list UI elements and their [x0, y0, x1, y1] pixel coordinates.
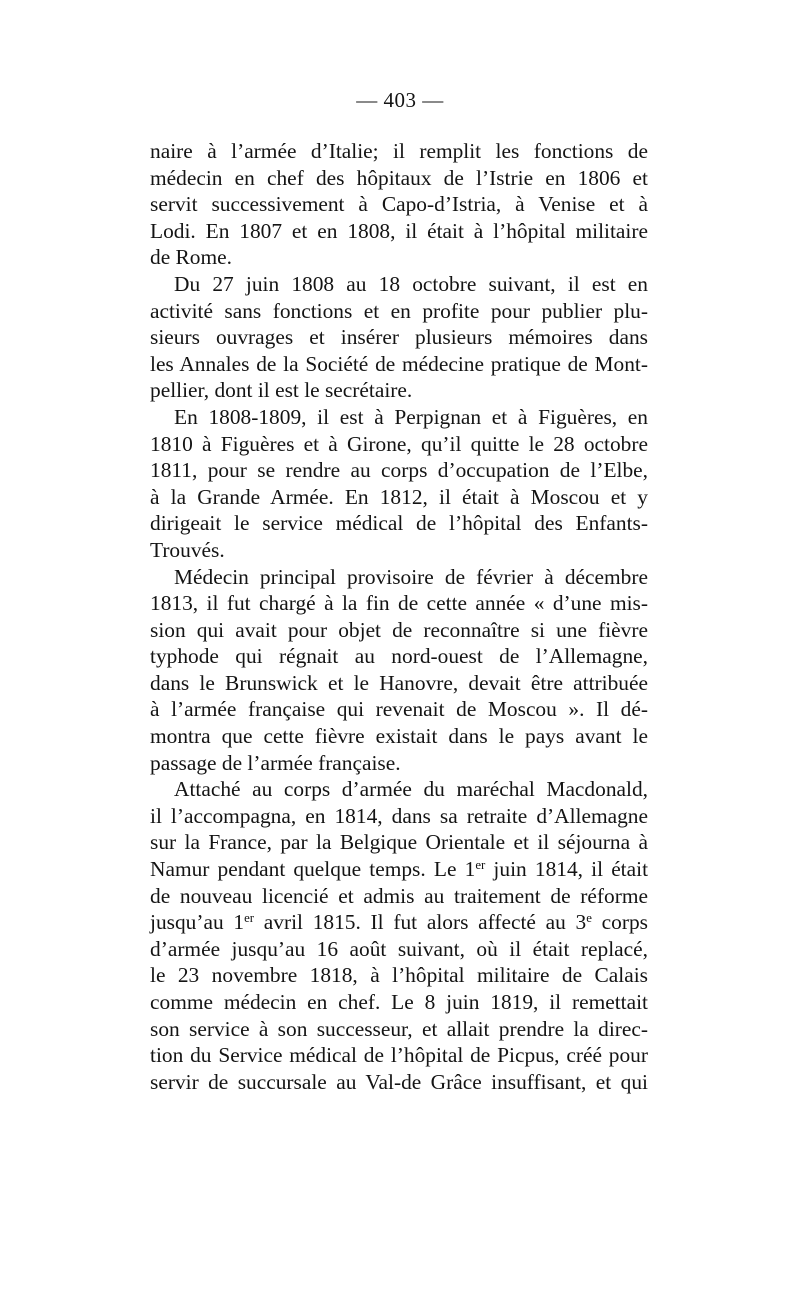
- paragraph: [150, 404, 648, 564]
- text-line: il l’accompagna, en 1814, dans sa retraite d’Allemagne: [150, 803, 648, 828]
- text-line: servit successivement à Capo-d’Istria, à Venise et à: [150, 192, 648, 217]
- page-number: — 403 —: [356, 88, 444, 112]
- text-line: En 1808-1809, il est à Perpignan et à Figuères, en: [174, 404, 648, 429]
- text-line: pellier, dont il est le secrétaire.: [150, 378, 413, 403]
- text-line: tion du Service médical de l’hôpital de Picpus, créé pour: [150, 1043, 648, 1068]
- text-line: Du 27 juin 1808 au 18 octobre suivant, il est en: [174, 271, 648, 296]
- text-line: médecin en chef des hôpitaux de l’Istrie en 1806 et: [150, 165, 648, 190]
- text-line: son service à son successeur, et allait prendre la direc-: [150, 1016, 648, 1041]
- text-line: passage de l’armée française.: [150, 750, 401, 775]
- text-line: servir de succursale au Val-de Grâce insuffisant, et qui: [150, 1069, 648, 1094]
- paragraph: [150, 271, 648, 404]
- text-line: Namur pendant quelque temps. Le 1er juin 1814, il était: [150, 857, 649, 882]
- body-text: [150, 138, 648, 1095]
- text-line: activité sans fonctions et en profite pour publier plu-: [150, 298, 648, 323]
- text-line: Trouvés.: [150, 537, 225, 562]
- text-line: 1810 à Figuères et à Girone, qu’il quitte le 28 octobre: [150, 431, 648, 456]
- text-line: Médecin principal provisoire de février à décembre: [174, 564, 648, 589]
- text-line: Lodi. En 1807 et en 1808, il était à l’hôpital militaire: [150, 218, 648, 243]
- text-line: de nouveau licencié et admis au traitement de réforme: [150, 883, 648, 908]
- text-line: dirigeait le service médical de l’hôpital des Enfants-: [150, 511, 648, 536]
- paragraph: [150, 138, 648, 271]
- text-line: montra que cette fièvre existait dans le pays avant le: [150, 724, 648, 749]
- text-line: sur la France, par la Belgique Orientale et il séjourna à: [150, 830, 648, 855]
- text-line: Attaché au corps d’armée du maréchal Macdonald,: [174, 777, 648, 802]
- text-line: dans le Brunswick et le Hanovre, devait être attribuée: [150, 670, 648, 695]
- text-line: d’armée jusqu’au 16 août suivant, où il était replacé,: [150, 936, 648, 961]
- text-line: comme médecin en chef. Le 8 juin 1819, il remettait: [150, 990, 648, 1014]
- paragraph: [150, 564, 648, 777]
- text-line: de Rome.: [150, 245, 232, 270]
- text-line: jusqu’au 1er avril 1815. Il fut alors affecté au 3e corps: [150, 910, 648, 935]
- text-line: le 23 novembre 1818, à l’hôpital militaire de Calais: [150, 963, 648, 988]
- text-line: les Annales de la Société de médecine pratique de Mont-: [150, 351, 648, 376]
- text-line: à l’armée française qui revenait de Moscou ». Il dé-: [150, 697, 648, 722]
- text-line: typhode qui régnait au nord-ouest de l’Allemagne,: [150, 644, 648, 669]
- text-line: sieurs ouvrages et insérer plusieurs mémoires dans: [150, 325, 648, 350]
- text-line: naire à l’armée d’Italie; il remplit les fonctions de: [150, 139, 648, 163]
- paragraph: [150, 776, 648, 1095]
- text-line: 1811, pour se rendre au corps d’occupation de l’Elbe,: [150, 458, 648, 483]
- text-line: à la Grande Armée. En 1812, il était à Moscou et y: [150, 484, 648, 509]
- text-line: 1813, il fut chargé à la fin de cette année « d’une mis-: [150, 591, 648, 616]
- text-line: sion qui avait pour objet de reconnaître si une fièvre: [150, 617, 648, 642]
